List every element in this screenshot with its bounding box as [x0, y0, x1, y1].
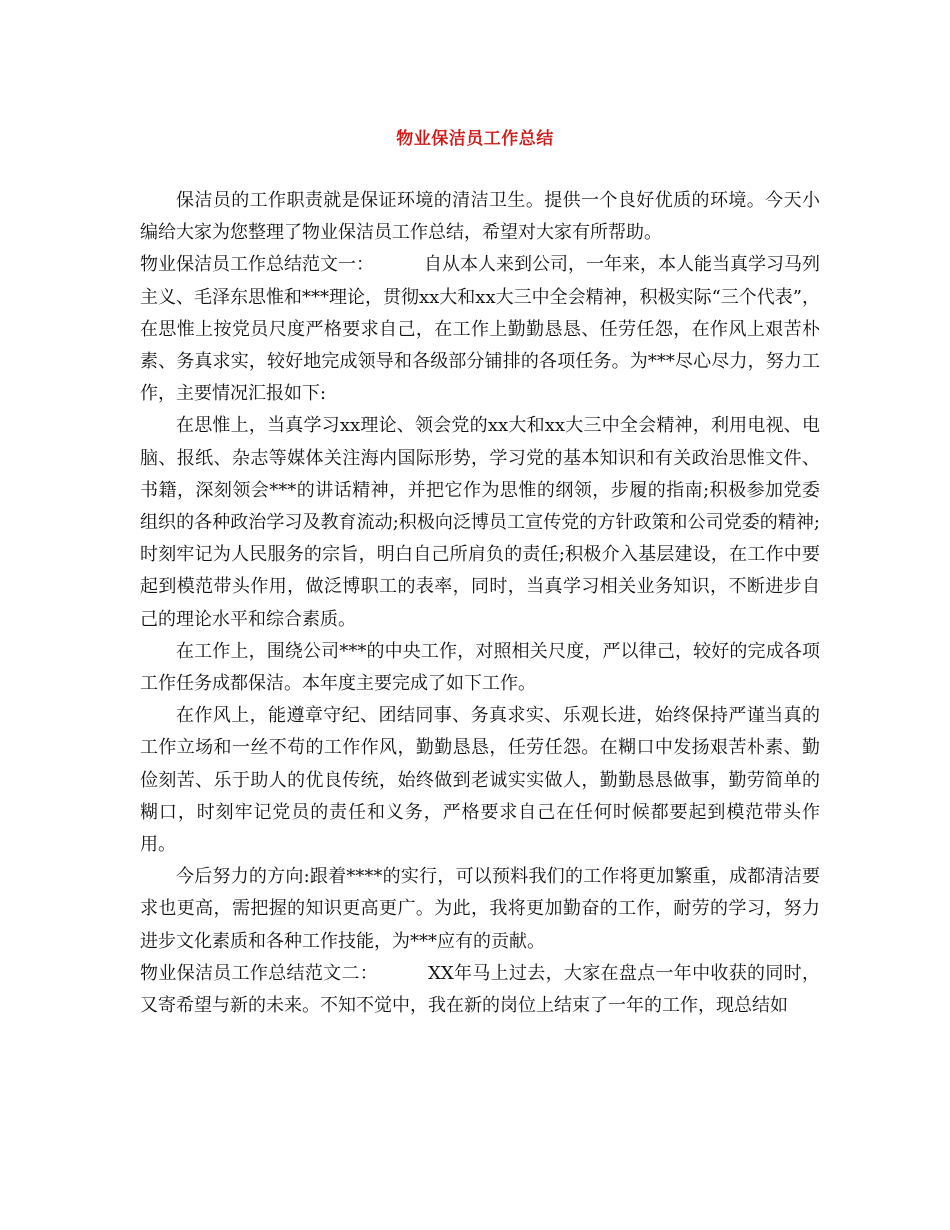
sample1-label: 物业保洁员工作总结范文一：: [140, 254, 374, 276]
sample1-paragraph-thought: 在思惟上，当真学习xx理论、领会党的xx大和xx大三中全会精神，利用电视、电脑、报纸、杂志等媒体关注海内国际形势，学习党的基本知识和有关政治思惟文件、书籍，深刻领会***的讲话精神，并把它作为思惟的纲领，步履的指南;积极参加党委组织的各种政治学习及教育流动;积极向泛博员工宣传党的方针政策和公司党委的精神;时刻牢记为人民服务的宗旨，明白自己所肩负的责任;积极介入基层建设，在工作中要起到模范带头作用，做泛博职工的表率，同时，当真学习相关业务知识，不断进步自己的理论水平和综合素质。: [140, 415, 820, 630]
sample1-opening-text: 自从本人来到公司，一年来，本人能当真学习马列主义、毛泽东思惟和***理论，贯彻xx大和xx大三中全会精神，积极实际“三个代表”，在思惟上按党员尺度严格要求自己，在工作上勤勤恳恳、任劳任怨，在作风上艰苦朴素、务真求实，较好地完成领导和各级部分铺排的各项任务。为***尽心尽力，努力工作，主要情况汇报如下:: [140, 254, 821, 405]
sample2-label: 物业保洁员工作总结范文二：: [140, 962, 379, 984]
document-body: [140, 185, 820, 1022]
sample1-opening-paragraph: [140, 249, 820, 410]
sample1-paragraph-future: 今后努力的方向:跟着****的实行，可以预料我们的工作将更加繁重，成都清洁要求也更高，需把握的知识更高更广。为此，我将更加勤奋的工作，耐劳的学习，努力进步文化素质和各种工作技能，为***应有的贡献。: [140, 866, 820, 952]
sample1-paragraph-work: 在工作上，围绕公司***的中央工作，对照相关尺度，严以律己，较好的完成各项工作任务成都保洁。本年度主要完成了如下工作。: [140, 640, 820, 695]
sample2-opening-text: XX年马上过去，大家在盘点一年中收获的同时，又寄希望与新的未来。不知不觉中，我在新的岗位上结束了一年的工作，现总结如: [140, 962, 820, 1017]
document-title: 物业保洁员工作总结: [396, 129, 554, 149]
intro-paragraph: 保洁员的工作职责就是保证环境的清洁卫生。提供一个良好优质的环境。今天小编给大家为您整理了物业保洁员工作总结，希望对大家有所帮助。: [140, 190, 820, 244]
sample2-opening-paragraph: [140, 958, 820, 1022]
sample1-paragraph-style: 在作风上，能遵章守纪、团结同事、务真求实、乐观长进，始终保持严谨当真的工作立场和一丝不苟的工作作风，勤勤恳恳，任劳任怨。在糊口中发扬艰苦朴素、勤俭刻苦、乐于助人的优良传统，始终做到老诚实实做人，勤勤恳恳做事，勤劳简单的糊口，时刻牢记党员的责任和义务，严格要求自己在任何时候都要起到模范带头作用。: [140, 705, 820, 856]
